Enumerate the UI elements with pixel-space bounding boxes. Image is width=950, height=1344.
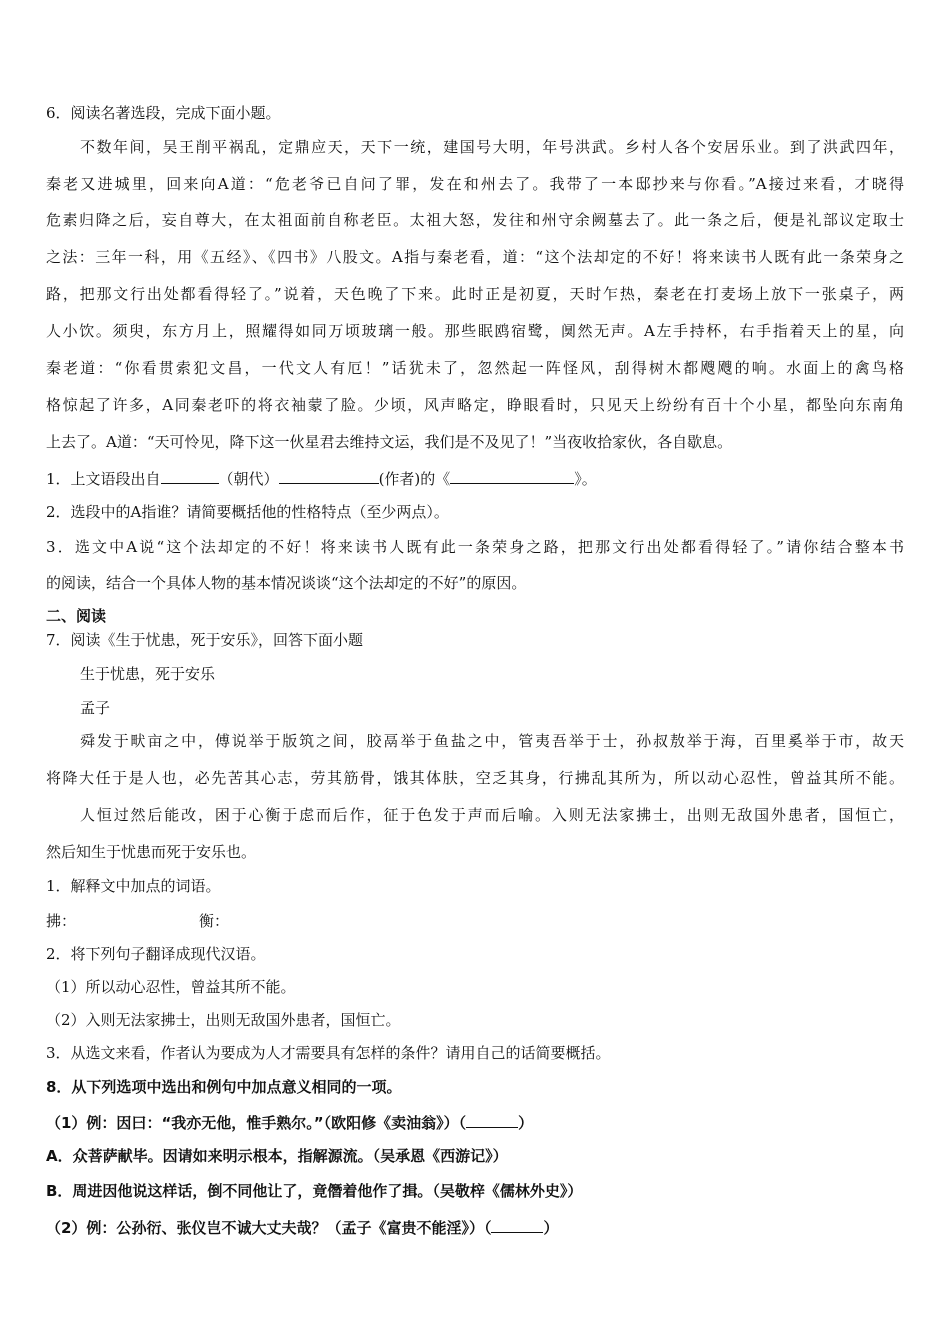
q8-answer-1-blank[interactable]	[466, 1111, 518, 1128]
q8-answer-2-blank[interactable]	[491, 1216, 543, 1233]
q8-option-b: B．周进因他说这样话，倒不同他让了，竟僭着他作了揖。（吴敬梓《儒林外史》）	[46, 1182, 583, 1200]
q6-sub1-text-b: （朝代）	[218, 470, 279, 488]
q7-para2-line-1: 人恒过然后能改，困于心衡于虑而后作，征于色发于声而后喻。入则无法家拂士，出则无敌国外患者，国恒亡，	[80, 806, 904, 824]
q7-translate-2: （2）入则无法家拂士，出则无敌国外患者，国恒亡。	[46, 1011, 401, 1029]
q6-title: 6．阅读名著选段，完成下面小题。	[46, 104, 281, 122]
q6-author-blank[interactable]	[279, 467, 379, 484]
q6-passage-line-8: 格惊起了许多，A同秦老吓的将衣袖蒙了脸。少顷，风声略定，睁眼看时，只见天上纷纷有百十个小星，都坠向东南角	[46, 396, 904, 414]
q8-example-2-text: （2）例：公孙衍、张仪岂不诚大丈夫哉？（孟子《富贵不能淫》）（	[46, 1219, 492, 1237]
q6-sub1-text-a: 1．上文语段出自	[46, 470, 161, 488]
q7-para1-line-2: 将降大任于是人也，必先苦其心志，劳其筋骨，饿其体肤，空乏其身，行拂乱其所为，所以动心忍性，曾益其所不能。	[46, 769, 904, 787]
q6-passage-line-1: 不数年间，吴王削平祸乱，定鼎应天，天下一统，建国号大明，年号洪武。乡村人各个安居乐业。到了洪武四年，	[80, 138, 904, 156]
section-heading-reading: 二、阅读	[46, 607, 107, 625]
q7-para1-line-1: 舜发于畎亩之中，傅说举于版筑之间，胶鬲举于鱼盐之中，管夷吾举于士，孙叔敖举于海，百里奚举于市，故天	[80, 732, 904, 750]
q7-sub3: 3．从选文来看，作者认为要成为人才需要具有怎样的条件？请用自己的话简要概括。	[46, 1044, 611, 1062]
q6-sub1	[46, 467, 597, 489]
q6-sub3-line-2: 的阅读，结合一个具体人物的基本情况谈谈“这个法却定的不好”的原因。	[46, 574, 527, 592]
q7-para2-line-2: 然后知生于忧患而死于安乐也。	[46, 843, 257, 861]
q8-option-a: A．众菩萨献毕。因请如来明示根本，指解源流。（吴承恩《西游记》）	[46, 1147, 508, 1165]
q6-book-blank[interactable]	[450, 467, 574, 484]
q7-heng-label: 衡：	[199, 912, 230, 930]
q7-author: 孟子	[80, 699, 111, 717]
q8-example-1-text: （1）例：因曰：“我亦无他，惟手熟尔。”（欧阳修《卖油翁》）（	[46, 1114, 467, 1132]
q6-passage-line-9: 上去了。A道：“天可怜见，降下这一伙星君去维持文运，我们是不及见了！”当夜收拾家伙，各自歇息。	[46, 433, 733, 451]
q8-example-1	[46, 1111, 533, 1133]
q6-dynasty-blank[interactable]	[161, 467, 219, 484]
q8-example-1-close: ）	[518, 1114, 534, 1132]
q7-fu-label: 拂：	[46, 912, 77, 930]
q7-translate-1: （1）所以动心忍性，曾益其所不能。	[46, 978, 296, 996]
q6-sub1-text-d: 》。	[574, 470, 597, 488]
q7-title: 7．阅读《生于忧患，死于安乐》，回答下面小题	[46, 631, 364, 649]
q8-example-2-close: ）	[543, 1219, 559, 1237]
q6-sub1-text-c: (作者)的《	[378, 470, 451, 488]
q7-sub2: 2．将下列句子翻译成现代汉语。	[46, 945, 266, 963]
q6-sub2: 2．选段中的A指谁？请简要概括他的性格特点（至少两点）。	[46, 503, 449, 521]
q6-passage-line-6: 人小饮。须臾，东方月上，照耀得如同万顷玻璃一般。那些眠鸥宿鹭，阒然无声。A左手持杯，右手指着天上的星，向	[46, 322, 904, 340]
q6-passage-line-2: 秦老又进城里，回来向A道：“危老爷已自问了罪，发在和州去了。我带了一本邸抄来与你看。”A接过来看，才晓得	[46, 175, 904, 193]
q6-passage-line-5: 路，把那文行出处都看得轻了。”说着，天色晚了下来。此时正是初夏，天时乍热，秦老在打麦场上放下一张桌子，两	[46, 285, 904, 303]
q6-sub3-line-1: 3．选文中A说“这个法却定的不好！将来读书人既有此一条荣身之路，把那文行出处都看得轻了。”请你结合整本书	[46, 538, 904, 556]
q7-poem-title: 生于忧患，死于安乐	[80, 665, 216, 683]
q6-passage-line-7: 秦老道：“你看贯索犯文昌，一代文人有厄！”话犹未了，忽然起一阵怪风，刮得树木都飕飕的响。水面上的禽鸟格	[46, 359, 904, 377]
q8-title: 8．从下列选项中选出和例句中加点意义相同的一项。	[46, 1078, 402, 1096]
q8-example-2	[46, 1216, 558, 1238]
q7-sub1: 1．解释文中加点的词语。	[46, 877, 221, 895]
q6-passage-line-4: 之法：三年一科，用《五经》、《四书》八股文。A指与秦老看，道：“这个法却定的不好！将来读书人既有此一条荣身之	[46, 248, 904, 266]
q6-passage-line-3: 危素归降之后，妄自尊大，在太祖面前自称老臣。太祖大怒，发往和州守余阙墓去了。此一条之后，便是礼部议定取士	[46, 211, 904, 229]
